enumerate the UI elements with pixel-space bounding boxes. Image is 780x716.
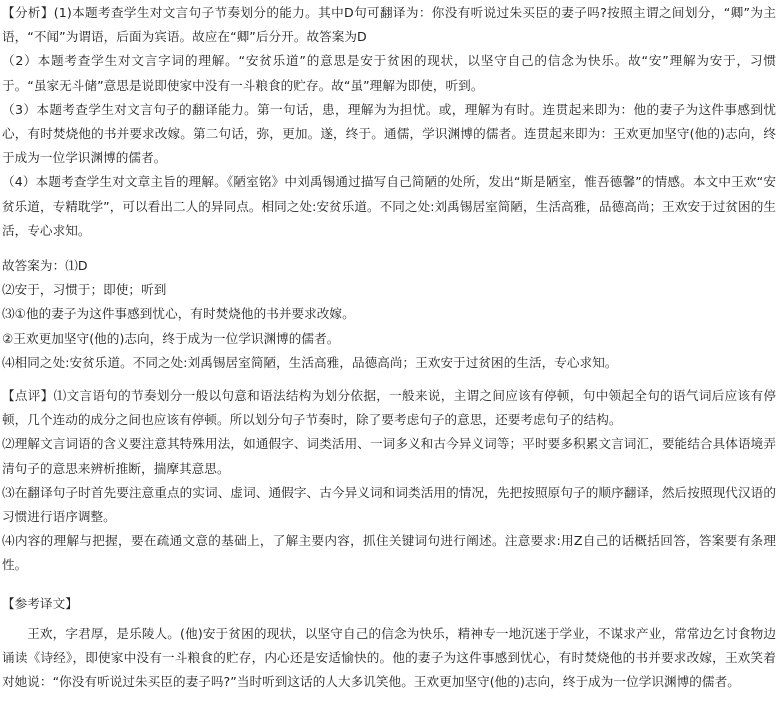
spacer (2, 375, 776, 384)
answers-section (2, 254, 776, 375)
answer-line-1: 故答案为：⑴D (2, 258, 88, 274)
analysis-paragraph-2: （2）本题考查学生对文言字词的理解。“安贫乐道”的意思是安于贫困的现状，以坚守自己的信念为快乐。故“安”理解为安于，习惯于。“虽家无斗储”意思是说即使家中没有一斗粮食的贮存。故“虽”理解为即使，听到。 (2, 53, 776, 93)
commentary-paragraph-2: ⑵理解文言词语的含义要注意其特殊用法，如通假字、词类活用、一词多义和古今异义词等；平时要多积累文言词汇，要能结合具体语境弄清句子的意思来辨析推断，揣摩其意思。 (2, 436, 776, 476)
commentary-paragraph-4: ⑷内容的理解与把握，要在疏通文意的基础上，了解主要内容，抓住关键词句进行阐述。注意要求:用Z自己的话概括回答，答案要有条理性。 (2, 533, 776, 573)
translation-heading: 【参考译文】 (2, 595, 78, 611)
analysis-section (2, 1, 776, 243)
spacer (2, 578, 776, 592)
answer-line-3: ⑶①他的妻子为这件事感到忧心，有时焚烧他的书并要求改嫁。 (2, 306, 355, 322)
commentary-section (2, 384, 776, 578)
spacer (2, 243, 776, 254)
answer-line-5: ⑷相同之处:安贫乐道。不同之处:刘禹锡居室简陋，生活高雅，品德高尚；王欢安于过贫困的生活，专心求知。 (2, 354, 618, 370)
translation-section (2, 592, 776, 695)
answer-line-4: ②王欢更加坚守(他的)志向，终于成为一位学识渊博的儒者。 (2, 330, 340, 346)
commentary-paragraph-3: ⑶在翻译句子时首先要注意重点的实词、虚词、通假字、古今异义词和词类活用的情况，先把按照原句子的顺序翻译，然后按照现代汉语的习惯进行语序调整。 (2, 484, 776, 525)
analysis-paragraph-4: （4）本题考查学生对文章主旨的理解。《陋室铭》中刘禹锡通过描写自己简陋的处所，发出“斯是陋室，惟吾德馨”的情感。本文中王欢“安贫乐道，专精耽学”，可以看出二人的异同点。相同之处:安贫乐道。不同之处:刘禹锡居室简陋，生活高雅，品德高尚；王欢安于过贫困的生活，专心求知。 (2, 174, 776, 238)
translation-body: 王欢，字君厚，是乐陵人。(他)安于贫困的现状，以坚守自己的信念为快乐，精神专一地沉迷于学业，不谋求产业，常常边乞讨食物边诵读《诗经》，即使家中没有一斗粮食的贮存，内心还是安适愉快的。他的妻子为这件事感到忧心，有时焚烧他的书并要求改嫁，王欢笑着对她说：“你没有听说过朱买臣的妻子吗?”当时听到这话的人大多讥笑他。王欢更加坚守(他的)志向，终于成为一位学识渊博的儒者。 (2, 625, 776, 690)
analysis-paragraph-1: 【分析】(1)本题考查学生对文言句子节奏划分的能力。其中D句可翻译为：你没有听说过朱买臣的妻子吗?按照主谓之间划分，“卿”为主语，“不闻”为谓语，后面为宾语。故应在“卿”后分开。故答案为D (2, 5, 776, 45)
answer-line-2: ⑵安于，习惯于；即使；听到 (2, 282, 167, 298)
analysis-paragraph-3: （3）本题考查学生对文言句子的翻译能力。第一句话，患，理解为为担忧。或，理解为有时。连贯起来即为：他的妻子为这件事感到忧心，有时焚烧他的书并要求改嫁。第二句话，弥，更加。遂，终于。通儒，学识渊博的儒者。连贯起来即为：王欢更加坚守(他的)志向，终于成为一位学识渊博的儒者。 (2, 101, 776, 166)
commentary-paragraph-1: 【点评】⑴文言语句的节奏划分一般以句意和语法结构为划分依据，一般来说，主谓之间应该有停顿，句中领起全句的语气词后应该有停顿，几个连动的成分之间也应该有停顿。所以划分句子节奏时，除了要考虑句子的意思，还要考虑句子的结构。 (2, 388, 776, 428)
